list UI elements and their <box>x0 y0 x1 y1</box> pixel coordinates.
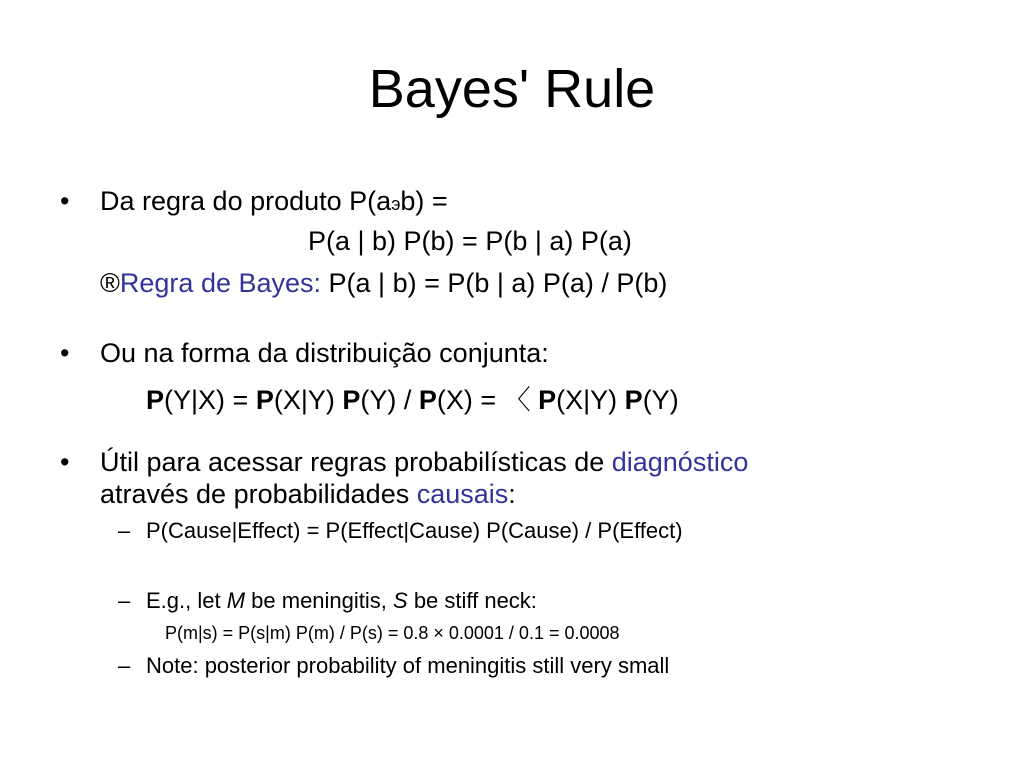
diagnostic-highlight: diagnóstico <box>611 447 749 477</box>
example-text: be stiff neck: <box>407 588 537 613</box>
sub-item-bayes-cause-effect: P(Cause|Effect) = P(Effect|Cause) P(Cause) / P(Effect) <box>146 518 683 543</box>
arrow-symbol: ® <box>100 268 120 298</box>
formula-bold-p: P <box>146 385 165 415</box>
colon: : <box>508 479 516 509</box>
bullet-3-text-cont: através de probabilidades <box>100 479 417 509</box>
example-text: be meningitis, <box>245 588 394 613</box>
formula-part: (X|Y) <box>556 385 625 415</box>
bullet-marker: • <box>60 186 70 216</box>
formula-bold-p: P <box>418 385 437 415</box>
formula-bold-p: P <box>255 385 274 415</box>
bullet-3-line-2 <box>100 479 516 510</box>
example-text: E.g., let <box>146 588 227 613</box>
dash-marker: – <box>118 518 131 543</box>
bayes-rule-line <box>100 268 667 299</box>
dash-marker: – <box>118 653 131 678</box>
bullet-marker: • <box>60 447 70 477</box>
variable-s: S <box>393 588 408 613</box>
bullet-3-line-1 <box>100 447 748 478</box>
bullet-marker: • <box>60 338 70 368</box>
joint-distribution-formula <box>146 378 679 417</box>
bullet-3-text: Útil para acessar regras probabilísticas de <box>100 447 612 477</box>
dash-marker: – <box>118 588 131 613</box>
bullet-1-text-end: b) = <box>400 186 448 216</box>
bayes-rule-label: Regra de Bayes: <box>119 268 322 298</box>
bullet-1-line-1 <box>100 186 448 217</box>
bullet-2-text: Ou na forma da distribuição conjunta: <box>100 338 549 368</box>
causal-highlight: causais <box>416 479 509 509</box>
formula-part: (X|Y) <box>273 385 343 415</box>
example-formula: P(m|s) = P(s|m) P(m) / P(s) = 0.8 × 0.0001 / 0.1 = 0.0008 <box>165 623 620 643</box>
product-rule-formula: P(a | b) P(b) = P(b | a) P(a) <box>308 226 632 256</box>
formula-part: (X) = 〈 <box>436 385 539 415</box>
formula-part: (Y) / <box>360 385 419 415</box>
variable-m: M <box>226 588 246 613</box>
bullet-1-text: Da regra do produto P(a <box>100 186 392 216</box>
sub-item-example <box>146 588 537 614</box>
sub-item-note: Note: posterior probability of meningitis still very small <box>146 653 670 678</box>
bayes-rule-formula: P(a | b) = P(b | a) P(a) / P(b) <box>321 268 668 298</box>
formula-part: (Y) <box>642 385 679 415</box>
formula-bold-p: P <box>624 385 643 415</box>
formula-bold-p: P <box>342 385 361 415</box>
logic-symbol: э <box>391 194 401 214</box>
formula-part: (Y|X) = <box>164 385 256 415</box>
formula-bold-p: P <box>538 385 557 415</box>
slide-title: Bayes' Rule <box>368 59 656 119</box>
